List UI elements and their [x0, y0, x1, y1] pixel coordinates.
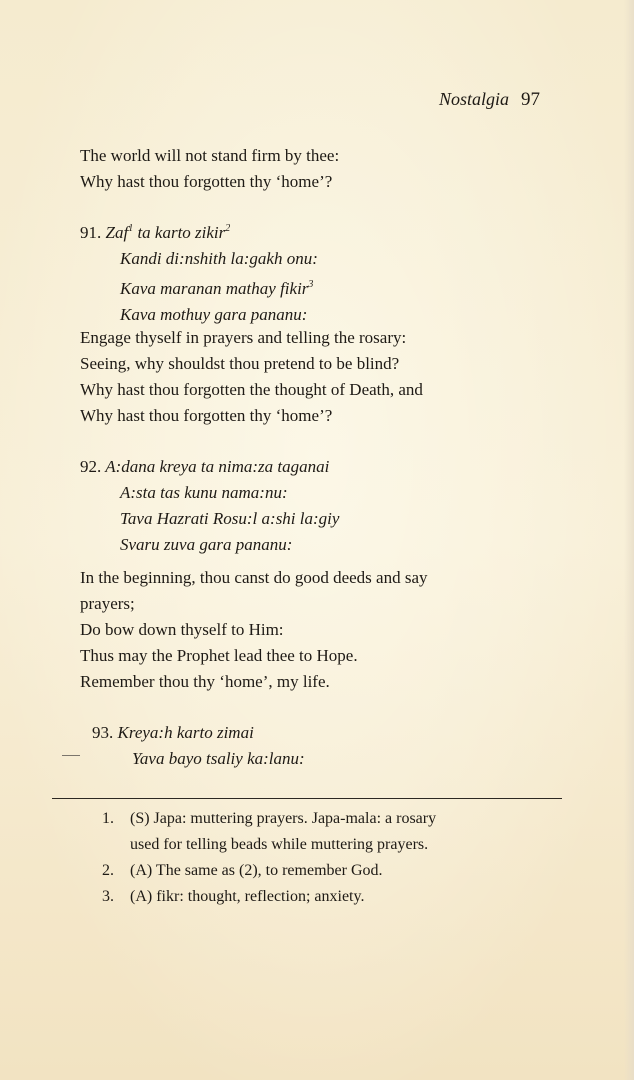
footnote-number: 2.: [102, 862, 114, 879]
footnote-2: [102, 858, 552, 884]
footnote-text: (A) The same as (2), to remember God.: [130, 862, 383, 879]
poem-line-92-3: Tava Hazrati Rosu:l a:shi la:giy: [120, 509, 340, 528]
footnote-text: [130, 806, 552, 858]
poem-line-92-2: A:sta tas kunu nama:nu:: [120, 483, 288, 502]
footnote-3: [102, 884, 552, 910]
translation-92-line-2: prayers;: [80, 594, 135, 613]
footnotes: [102, 806, 552, 910]
verse-93-original: [92, 720, 562, 772]
verse-number: 91.: [80, 223, 102, 242]
poem-line-92-1: A:dana kreya ta nima:za taganai: [105, 457, 330, 476]
faint-margin-mark: [62, 755, 80, 756]
poem-line-93-2: Yava bayo tsaliy ka:lanu:: [132, 749, 305, 768]
footnote-1-line-2: used for telling beads while muttering prayers.: [130, 836, 429, 853]
translation-91-line-1: Engage thyself in prayers and telling the rosary:: [80, 328, 407, 347]
translation-91-line-2: Seeing, why shouldst thou pretend to be blind?: [80, 354, 400, 373]
translation-92-line-3: Do bow down thyself to Him:: [80, 620, 284, 639]
poem-line-91-2: Kandi di:nshith la:gakh onu:: [120, 249, 318, 268]
page-number: 97: [521, 89, 540, 110]
poem-line-91-1b: ta karto zikir: [137, 223, 226, 242]
footnote-marker-1: 1: [128, 223, 134, 234]
translation-92-line-5: Remember thou thy ‘home’, my life.: [80, 672, 330, 691]
verse-91-original: [80, 216, 550, 328]
footnote-number: 1.: [102, 810, 114, 827]
translation-91-line-3: Why hast thou forgotten the thought of Death, and: [80, 380, 423, 399]
verse-91-translation: [80, 325, 550, 429]
opening-translation: [80, 143, 550, 195]
poem-line-91-3: Kava maranan mathay fikir: [120, 279, 309, 298]
verse-92-original: [80, 454, 550, 558]
poem-line-91-4: Kava mothuy gara pananu:: [120, 305, 308, 324]
footnote-1: [102, 806, 552, 858]
verse-number: 93.: [92, 723, 114, 742]
poem-line-92-4: Svaru zuva gara pananu:: [120, 535, 293, 554]
poem-line-93-1: Kreya:h karto zimai: [117, 723, 254, 742]
page-header: [439, 90, 540, 109]
footnote-1-line-1: (S) Japa: muttering prayers. Japa-mala: a rosary: [130, 810, 437, 827]
page-edge-shadow: [624, 0, 634, 1080]
footnote-marker-2: 2: [225, 223, 231, 234]
footnote-text: (A) fikr: thought, reflection; anxiety.: [130, 888, 365, 905]
footnote-number: 3.: [102, 888, 114, 905]
running-title: Nostalgia: [438, 89, 509, 109]
translation-91-line-4: Why hast thou forgotten thy ‘home’?: [80, 406, 333, 425]
translation-92-line-4: Thus may the Prophet lead thee to Hope.: [80, 646, 358, 665]
verse-number: 92.: [80, 457, 102, 476]
opening-line-1: The world will not stand firm by thee:: [80, 146, 340, 165]
verse-92-translation: [80, 565, 550, 695]
footnote-divider: [52, 798, 562, 799]
opening-line-2: Why hast thou forgotten thy ‘home’?: [80, 172, 333, 191]
poem-line-91-1a: Zaf: [105, 223, 129, 242]
footnote-marker-3: 3: [308, 279, 314, 290]
translation-92-line-1: In the beginning, thou canst do good deeds and say: [80, 568, 428, 587]
